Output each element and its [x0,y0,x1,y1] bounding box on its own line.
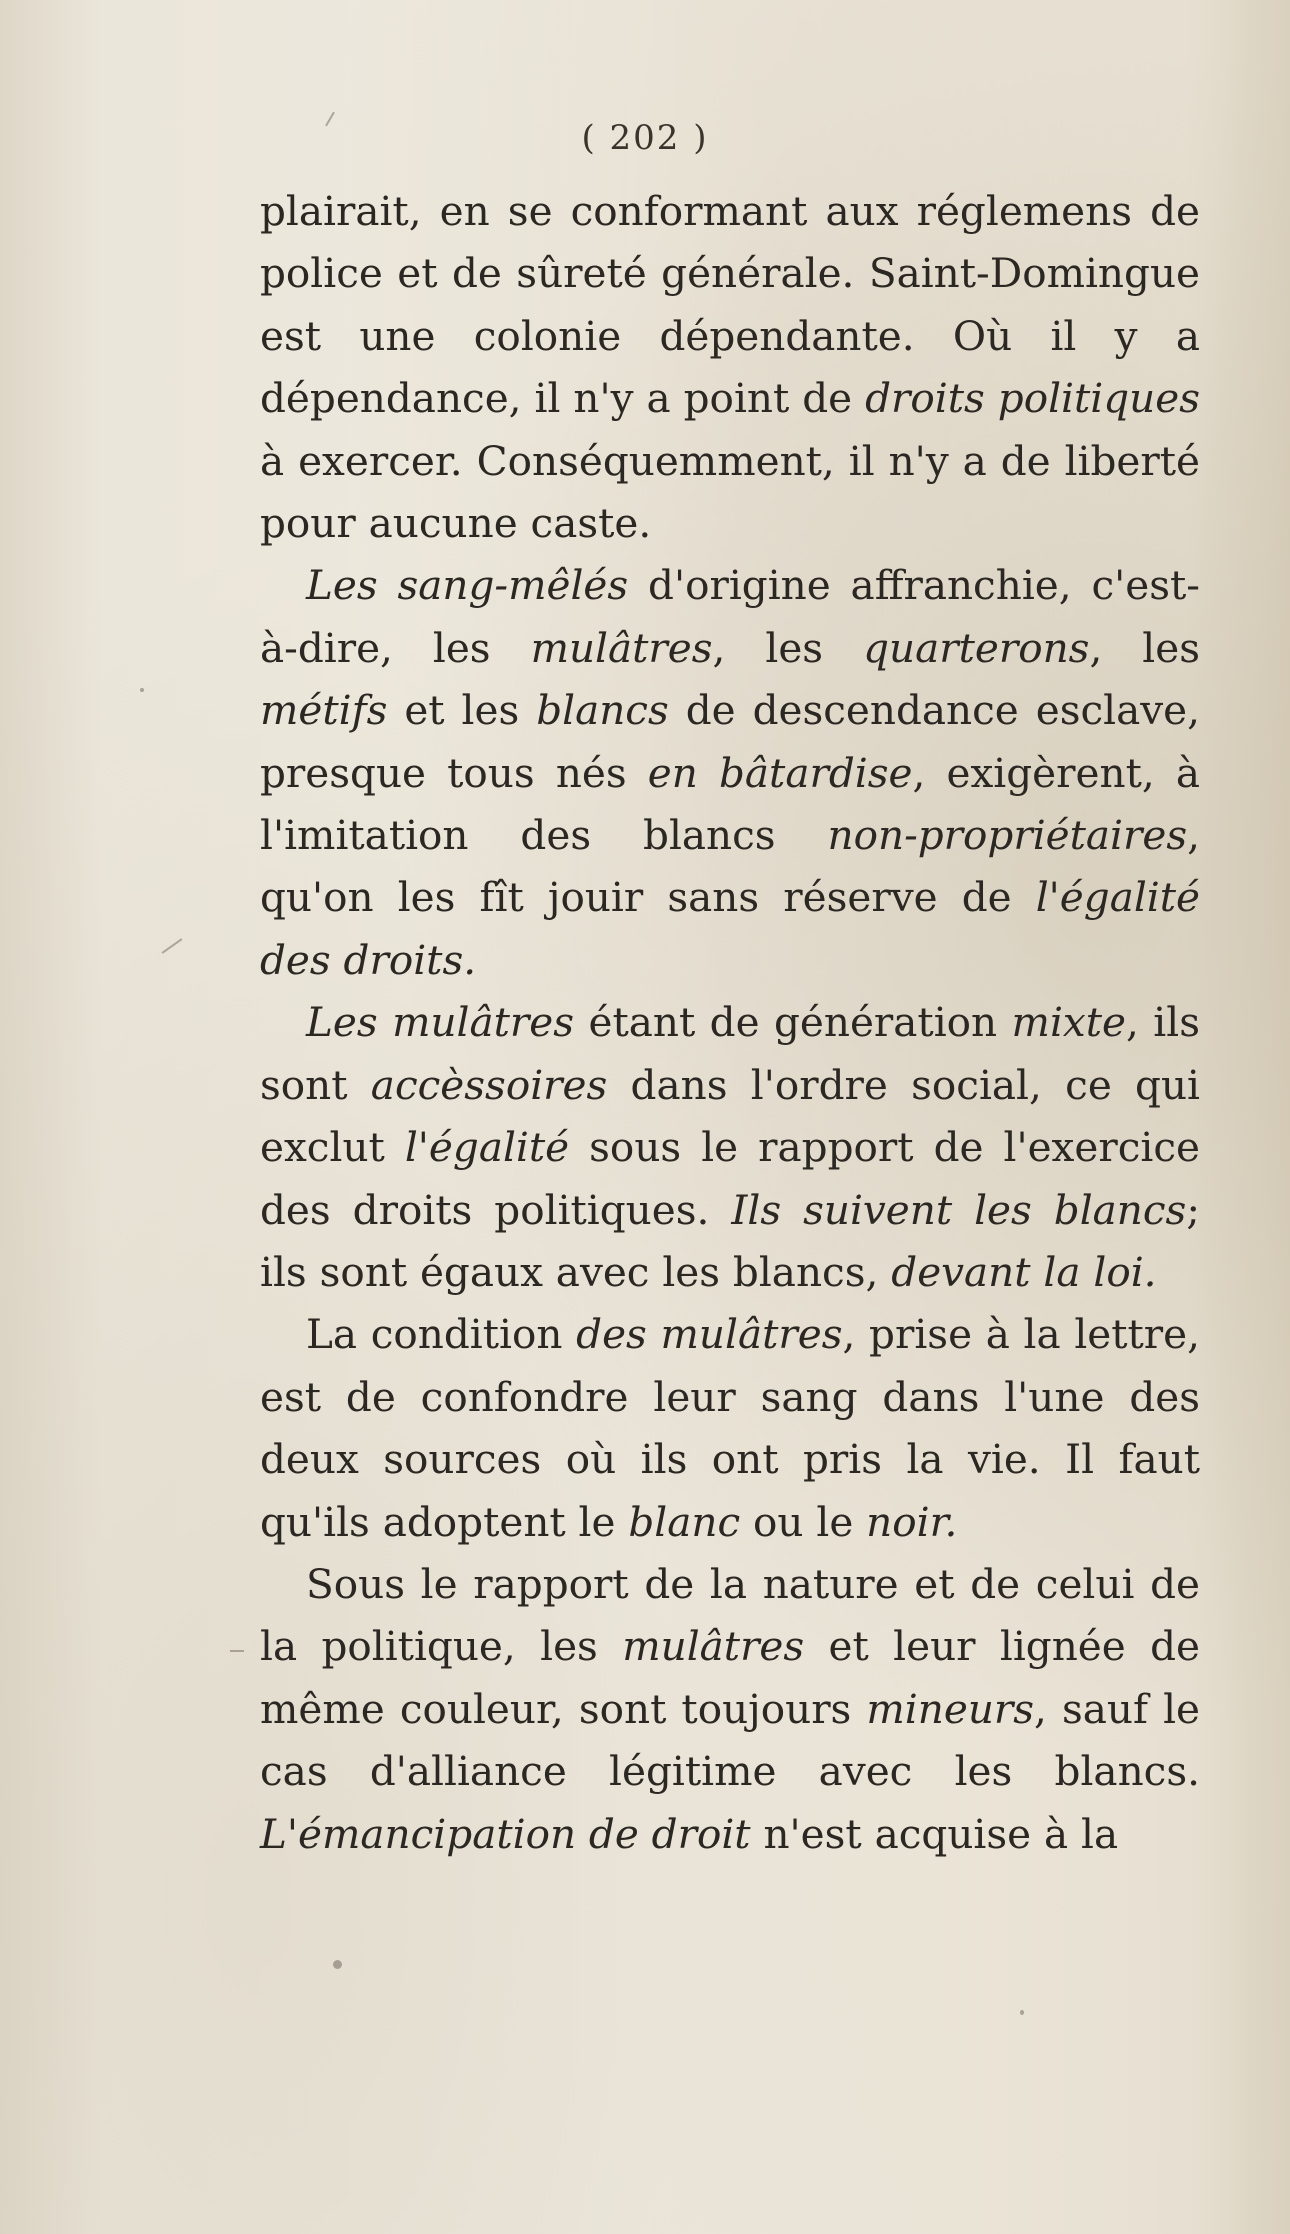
italic-run: l'égalité des droits. [260,873,1200,984]
text-run: Sous le rapport de la nature et de celui de la politique, les [260,1559,1200,1671]
paragraph [260,1303,1200,1553]
text-run: n'est acquise à la [750,1809,1119,1858]
italic-run: Ils suivent les blancs [731,1185,1187,1234]
paper-mark [230,1650,244,1652]
text-run: d'origine affranchie, c'est-à-dire, les [260,561,1200,672]
text-run: et leur lignée de même couleur, sont toujours [260,1622,1200,1733]
paragraph [260,554,1200,991]
text-run: dans l'ordre social, ce qui exclut [260,1060,1201,1172]
text-run: ou le [740,1497,867,1546]
text-run: à exercer. Conséquemment, il n'y a de liberté pour aucune caste. [260,436,1200,548]
page-number: ( 202 ) [581,118,709,158]
text-run: , exigèrent, à l'imitation des blancs [260,748,1200,860]
text-run: La condition [306,1310,577,1359]
italic-run: mixte [1011,998,1126,1047]
italic-run: noir. [866,1497,958,1546]
italic-run: mulâtres [530,623,713,672]
text-run: plairait, en se conformant aux réglemens de police et de sûreté générale. Saint-Domingue est une colonie dépendante. Où il y a dépendance, il n'y a point de [260,187,1200,423]
text-run: , les [1089,623,1201,672]
text-run: étant de génération [574,998,1012,1047]
text-run: , sauf le cas d'alliance légitime avec les blancs. [260,1684,1200,1796]
italic-run: blanc [628,1497,741,1546]
paper-speck [333,1960,342,1969]
text-run: sous le rapport de l'exercice des droits politiques. [260,1123,1200,1234]
text-run: , prise à la lettre, est de confondre leur sang dans l'une des deux sources où ils ont pris la vie. Il faut qu'ils adoptent le [260,1310,1201,1546]
italic-run: mineurs [866,1684,1035,1733]
italic-run: blancs [536,686,669,735]
italic-run: l'égalité [404,1123,570,1172]
paragraph [260,991,1200,1303]
text-run: de descendance esclave, presque tous nés [260,686,1200,797]
italic-run: L'émancipation de droit [260,1809,751,1858]
italic-run: droits politiques [865,374,1200,423]
text-run: , qu'on les fît jouir sans réserve de [260,811,1200,922]
italic-run: Les mulâtres [306,998,575,1047]
italic-run: mulâtres [622,1622,805,1671]
text-run: et les [387,686,537,735]
paragraph [260,180,1200,554]
italic-run: des mulâtres [576,1310,843,1359]
italic-run: accèssoires [370,1060,608,1109]
italic-run: en bâtardise [647,748,913,797]
italic-run: non-propriétaires [827,811,1188,860]
paper-speck [140,688,144,692]
text-run: , les [712,623,864,672]
italic-run: quarterons [863,623,1090,672]
paper-speck [1020,2010,1024,2015]
body-text [260,180,1200,1865]
text-run: , ils sont [260,998,1200,1109]
italic-run: Les sang-mêlés [306,561,629,610]
paragraph [260,1553,1200,1865]
paper-mark [162,938,183,953]
italic-run: devant la loi. [891,1247,1157,1296]
italic-run: métifs [260,686,388,735]
text-run: ; ils sont égaux avec les blancs, [260,1185,1200,1296]
